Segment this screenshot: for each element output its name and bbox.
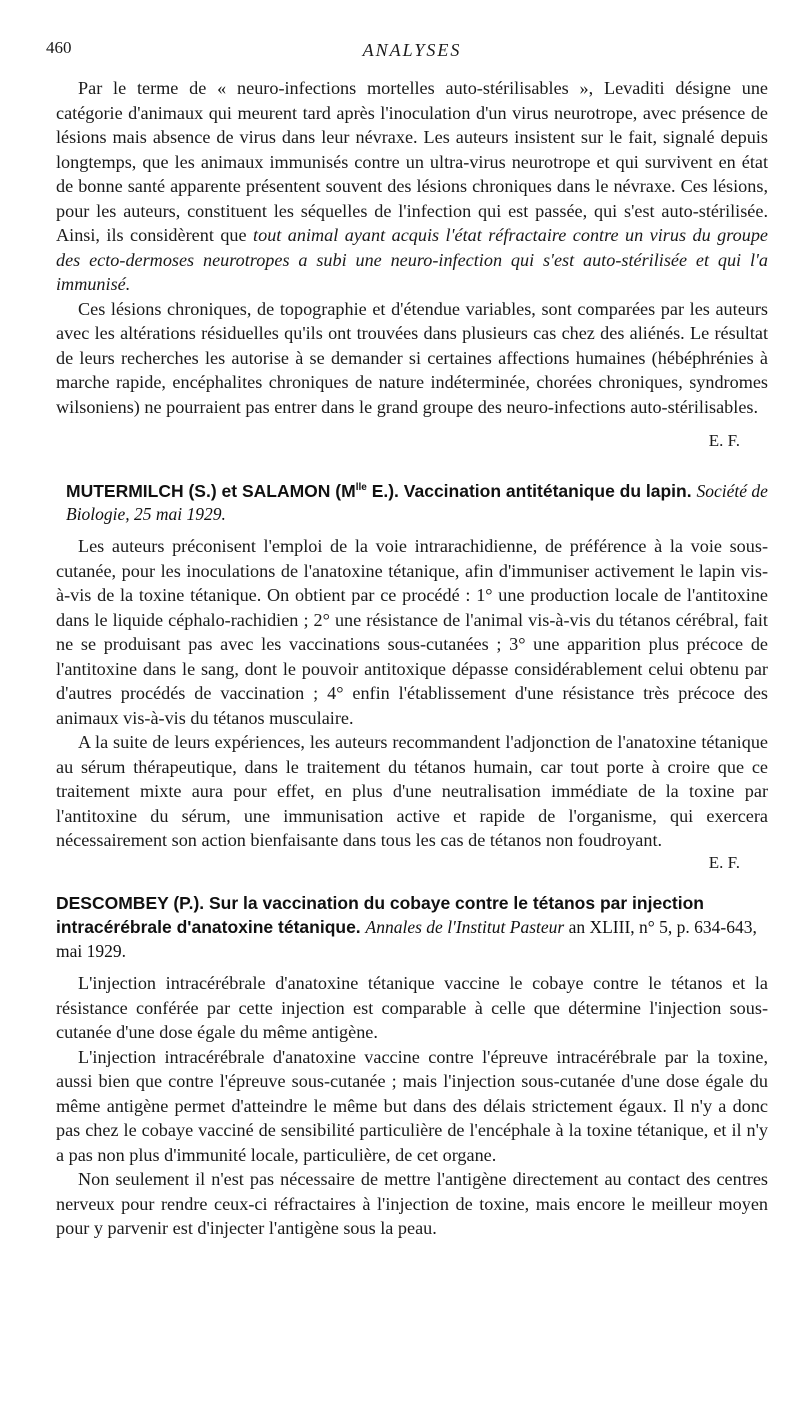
running-header <box>46 32 768 76</box>
paragraph-text: Par le terme de « neuro-infections mortelles auto-stérilisables », Levaditi désigne une catégorie d'animaux qui meurent tard après l'inoculation d'un virus neurotrope, avec présence de lésions mais absence de virus dans leur névraxe. Les auteurs insistent sur le fait, signalé depuis longtemps, que les animaux immunisés contre un ultra-virus neurotrope et qui survivent en état de bonne santé apparente présentent souvent des lésions chroniques dans le névraxe. Ces lésions, pour les auteurs, constituent les séquelles de l'infection qui est passée, qui s'est auto-stérilisée. Ainsi, ils considèrent que <box>56 78 768 245</box>
review-descombey <box>56 891 768 1241</box>
paragraph: A la suite de leurs expériences, les auteurs recommandent l'adjonction de l'anatoxine tétanique au sérum thérapeutique, dans le traitement du tétanos humain, car tout porte à croire que ce traitement mixte aura pour effet, en plus d'une neutralisation immédiate de la toxine par l'antitoxine du sérum, une immunisation active et rapide de l'organisme, qui exercera nécessairement son action bienfaisante dans tous les cas de tétanos non foudroyant. <box>56 732 768 851</box>
page-number: 460 <box>46 38 72 57</box>
entry-authors: MUTERMILCH (S.) et SALAMON (M <box>66 480 356 501</box>
entry-title: Sur la vaccination du cobaye contre le tétanos par injection intracérébrale d'anatoxine tétanique. <box>56 893 704 938</box>
entry-authors-sup: lle <box>355 481 367 493</box>
paragraph: L'injection intracérébrale d'anatoxine tétanique vaccine le cobaye contre le tétanos et la résistance conférée par cette injection est comparable à celle que détermine l'injection sous-cutanée d'une dose égale du même antigène. <box>56 973 768 1043</box>
paragraph: Ces lésions chroniques, de topographie et d'étendue variables, sont comparées par les auteurs avec les altérations résiduelles qu'ils ont trouvées dans plusieurs cas chez des aliénés. Le résultat de leurs recherches les autorise à se demander si certaines affections humaines (hébéphrénies à marche rapide, encéphalites chroniques de nature indéterminée, chorées chroniques, syndromes wilsoniens) ne pourraient pas entrer dans le grand groupe des neuro-infections auto-stérilisables. <box>56 298 768 417</box>
running-title: ANALYSES <box>362 40 462 60</box>
paragraph <box>56 76 768 297</box>
review-levaditi <box>56 76 768 454</box>
paragraph: Non seulement il n'est pas nécessaire de mettre l'antigène directement au contact des centres nerveux pour rendre ceux-ci réfractaires à l'injection de toxine, mais encore le meilleur moyen pour y parvenir est d'injecter l'antigène sous la peau. <box>56 1169 768 1239</box>
entry-source: Annales de l'Institut Pasteur <box>365 917 565 938</box>
reviewer-signature: E. F. <box>708 852 740 872</box>
entry-source: Société de Biologie, 25 mai 1929. <box>66 480 768 525</box>
italic-conclusion: tout animal ayant acquis l'état réfractaire contre un virus du groupe des ecto-dermoses neurotropes a subi une neuro-infection qui s'est auto-stérilisée et qui l'a immunisé. <box>56 225 768 294</box>
entry-heading <box>56 476 768 527</box>
reviewer-signature: E. F. <box>708 431 740 450</box>
entry-reference: an XLIII, n° 5, p. 634-643, mai 1929. <box>56 917 757 962</box>
review-mutermilch <box>56 476 768 876</box>
entry-authors: DESCOMBEY (P.). <box>56 893 209 914</box>
entry-heading <box>56 891 768 963</box>
paragraph: L'injection intracérébrale d'anatoxine vaccine contre l'épreuve intracérébrale par la toxine, aussi bien que contre l'épreuve sous-cutanée ; mais l'injection sous-cutanée d'une dose égale du même antigène permet d'atteindre le même but dans des délais strictement égaux. Il n'y a donc pas chez le cobaye vacciné de sensibilité particulière de l'encéphale à la toxine tétanique, et il n'y a pas non plus d'immunité locale, particulière, de cet organe. <box>56 1046 768 1165</box>
entry-title: Vaccination antitétanique du lapin. <box>403 480 692 501</box>
paragraph: Les auteurs préconisent l'emploi de la voie intrarachidienne, de préférence à la voie sous-cutanée, pour les inoculations de l'anatoxine tétanique, afin d'immuniser activement le lapin vis-à-vis de la toxine tétanique. On obtient par ce procédé : 1° une production locale de l'antitoxine dans le liquide céphalo-rachidien ; 2° une résistance de l'animal vis-à-vis du tétanos cérébral, fait ne se produisant pas avec les vaccinations sous-cutanées ; 3° une apparition plus précoce de l'antitoxine dans le sang, dont le pouvoir antitoxique dépasse considérablement celui obtenu par d'autres procédés de vaccination ; 4° enfin l'établissement d'une résistance très précoce des animaux vis-à-vis du tétanos musculaire. <box>56 536 768 728</box>
entry-authors-end: E.). <box>366 480 404 501</box>
